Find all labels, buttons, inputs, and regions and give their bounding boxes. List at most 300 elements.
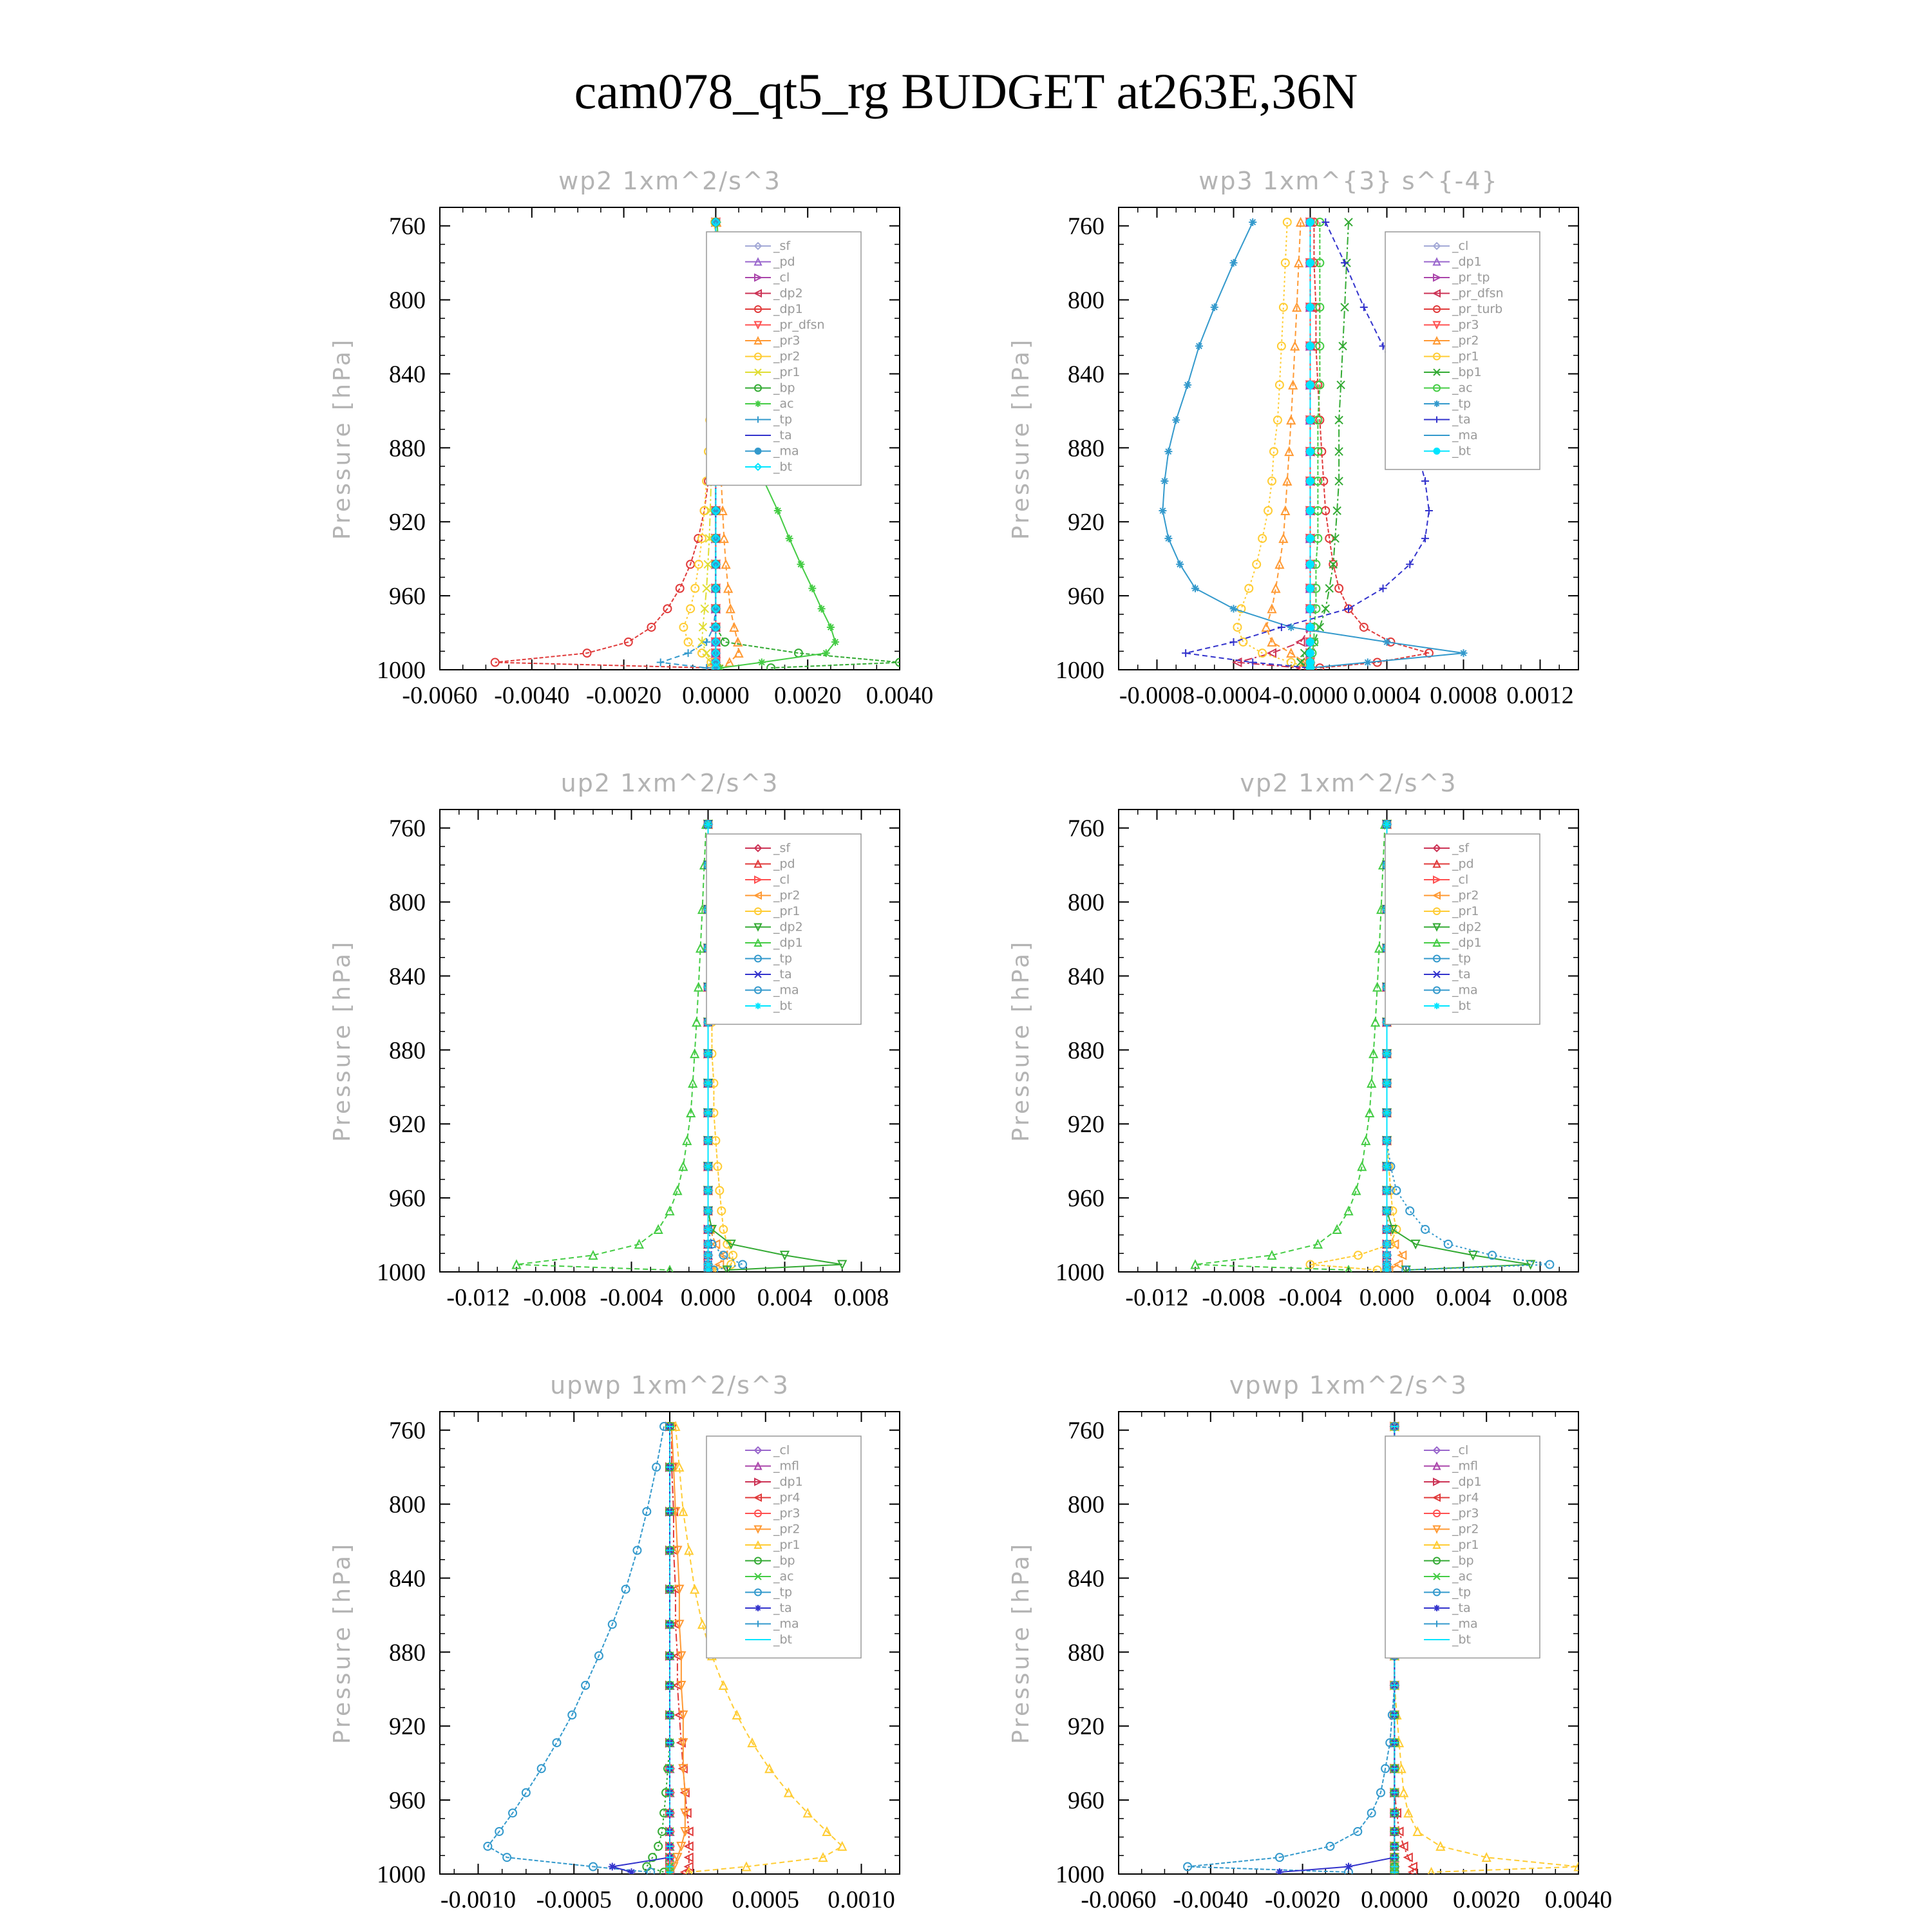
y-tick-label: 1000 [377,1259,426,1286]
data-point [1160,477,1168,485]
x-tick-label: -0.012 [446,1284,510,1311]
data-point [609,1863,616,1871]
legend-label: _pr1 [1452,1538,1479,1552]
legend-marker [755,401,761,407]
legend-label: _tp [773,412,793,427]
legend-label: _dp1 [1452,1475,1482,1489]
data-point [705,820,712,828]
y-tick-label: 880 [1068,435,1104,462]
data-point [735,649,743,657]
legend-label: _pd [1452,857,1474,871]
legend-label: _pr2 [773,888,800,903]
legend-marker [1434,401,1440,407]
x-tick-label: -0.0060 [1081,1886,1157,1913]
y-tick-label: 840 [1068,1565,1104,1593]
data-point [797,560,804,568]
y-axis-label: Pressure [hPa] [1008,939,1034,1142]
legend-label: _pd [773,857,795,871]
data-point [1307,649,1314,657]
y-tick-label: 760 [389,1417,426,1444]
x-tick-label: -0.0060 [402,682,478,709]
x-tick-label: 0.0008 [1430,682,1497,709]
data-point [705,1207,712,1215]
chart-panels [329,167,1612,1913]
x-tick-label: -0.004 [1278,1284,1342,1311]
legend-marker [755,448,761,455]
legend-label: _mfl [773,1459,799,1473]
y-tick-label: 920 [1068,1111,1104,1139]
legend-marker [1434,448,1440,455]
x-tick-label: -0.0020 [1265,1886,1341,1913]
y-tick-label: 800 [389,1491,426,1519]
legend [706,232,861,486]
data-point [703,585,710,592]
data-point [1307,342,1314,350]
data-point [1383,1251,1391,1259]
y-axis-label: Pressure [hPa] [1008,1541,1034,1745]
x-tick-label: 0.004 [1435,1284,1492,1311]
data-point [553,1739,560,1747]
x-tick-label: 0.0040 [866,682,934,709]
legend-label: _bt [773,999,793,1013]
data-point [582,1681,589,1689]
legend [706,834,861,1025]
x-tick-label: 0.0005 [732,1886,799,1913]
data-point [1307,623,1314,631]
legend-label: _ta [773,967,792,981]
y-tick-label: 760 [389,213,426,240]
legend-label: _ta [773,428,792,442]
data-point [1172,416,1180,424]
legend-label: _cl [1452,1443,1469,1457]
series-pr1 [1233,218,1314,672]
y-tick-label: 800 [389,287,426,314]
y-tick-label: 1000 [1056,657,1104,684]
legend-label: _cl [773,873,790,887]
figure-title: cam078_qt5_rg BUDGET at263E,36N [574,63,1358,119]
data-point [1230,259,1238,267]
legend-label: _ta [1452,412,1471,427]
legend-label: _ma [1452,983,1478,998]
legend-label: _bp [773,381,795,395]
data-point [1383,1079,1391,1087]
data-point [1352,1187,1360,1195]
legend-label: _pr3 [773,334,800,348]
legend-marker [755,1003,761,1009]
y-tick-label: 880 [389,435,426,462]
y-tick-label: 1000 [377,657,426,684]
data-point [1383,1240,1391,1248]
data-point [1414,1828,1421,1835]
data-point [1195,342,1203,350]
data-point [1383,1137,1391,1144]
legend-label: _ac [773,397,794,411]
panel-title: vp2 1xm^2/s^3 [1240,769,1457,797]
data-point [1297,638,1305,646]
data-point [693,1018,701,1026]
x-tick-label: -0.0008 [1119,682,1195,709]
data-point [1383,1109,1391,1117]
data-point [1392,1187,1400,1195]
panel-title: wp3 1xm^{3} s^{-4} [1198,167,1499,195]
data-point [1307,381,1314,389]
series-line [612,1426,670,1872]
legend [1385,232,1540,469]
legend-label: _bt [1452,999,1472,1013]
data-point [1321,605,1329,612]
legend-label: _pr_tp [1452,270,1490,285]
chart-panel-4 [1008,769,1578,1311]
data-point [633,1546,641,1554]
data-point [705,1187,712,1195]
chart-panel-5 [329,1371,900,1913]
data-point [1383,820,1391,828]
legend-label: _ta [773,1601,792,1615]
data-point [1307,535,1314,542]
series-line [1311,824,1397,1270]
legend-label: _pr_dfsn [1452,286,1504,301]
x-tick-label: 0.008 [833,1284,889,1311]
legend [1385,1436,1540,1658]
legend-label: _ac [1452,1569,1473,1584]
legend-label: _tp [1452,1585,1472,1600]
x-tick-label: 0.0000 [682,682,750,709]
data-point [1262,623,1270,631]
legend-label: _sf [773,239,791,253]
data-point [1211,303,1218,311]
data-point [1164,448,1172,455]
legend-label: _pr1 [773,904,800,918]
legend-marker [1434,1605,1440,1611]
legend-label: _pr4 [773,1490,800,1505]
y-tick-label: 760 [1068,1417,1104,1444]
legend-label: _pr3 [1452,1506,1479,1520]
y-tick-label: 920 [1068,509,1104,536]
legend-label: _pr3 [1452,317,1479,332]
data-point [1249,659,1256,667]
y-tick-label: 1000 [377,1861,426,1888]
data-point [622,1586,630,1593]
y-tick-label: 880 [1068,1037,1104,1065]
data-point [1307,638,1314,646]
legend-label: _ma [1452,428,1478,442]
legend-label: _tp [773,951,793,966]
series-line [516,824,706,1270]
legend-label: _dp1 [773,1475,803,1489]
data-point [1307,664,1314,672]
legend-label: _bt [773,1633,793,1647]
legend-marker [1434,1003,1440,1009]
legend-label: _ac [773,1569,794,1584]
legend-marker [755,1605,761,1611]
legend-label: _dp1 [773,936,803,950]
legend-label: _cl [1452,239,1469,253]
legend-label: _bt [773,460,793,474]
data-point [1307,477,1314,485]
x-tick-label: 0.0010 [828,1886,895,1913]
data-point [628,1868,636,1876]
data-point [1372,1018,1379,1026]
panel-title: vpwp 1xm^2/s^3 [1229,1371,1468,1399]
data-point [1383,1207,1391,1215]
x-tick-label: -0.008 [1202,1284,1265,1311]
data-point [1341,303,1349,311]
data-point [818,605,826,612]
legend-label: _cl [773,270,790,285]
x-tick-label: 0.0000 [1361,1886,1428,1913]
series-pr_dfsn [1233,218,1314,672]
legend-label: _dp1 [773,302,803,316]
y-tick-label: 840 [389,963,426,990]
series-dp1 [1191,820,1389,1274]
data-point [1307,585,1314,592]
data-point [1383,1187,1391,1195]
data-point [1345,1863,1352,1871]
data-point [831,638,839,646]
series-bp [643,1423,674,1876]
data-point [1287,623,1295,631]
legend-label: _ta [1452,1601,1471,1615]
data-point [1341,259,1349,267]
series-line [1188,1426,1394,1872]
series-line [1195,824,1385,1270]
y-tick-label: 760 [389,815,426,842]
legend-label: _dp2 [773,920,803,934]
x-tick-label: 0.004 [757,1284,813,1311]
data-point [1307,303,1314,311]
data-point [705,1266,712,1274]
series-line [488,1426,664,1872]
legend-label: _bp1 [1452,365,1482,379]
data-point [657,659,665,667]
panel-title: upwp 1xm^2/s^3 [550,1371,790,1399]
data-point [1164,535,1172,542]
data-point [774,507,782,515]
legend-label: _sf [773,841,791,855]
x-tick-label: -0.0040 [494,682,570,709]
x-tick-label: -0.0004 [1195,682,1272,709]
series-dp1 [491,218,720,672]
x-tick-label: -0.0010 [440,1886,516,1913]
legend [1385,834,1540,1025]
data-point [705,1079,712,1087]
legend-label: _dp1 [1452,936,1482,950]
y-tick-label: 960 [1068,1185,1104,1213]
x-tick-label: 0.000 [680,1284,736,1311]
y-tick-label: 800 [1068,287,1104,314]
y-tick-label: 880 [389,1037,426,1065]
x-tick-label: 0.0012 [1506,682,1574,709]
legend-label: _pr1 [773,365,800,379]
y-tick-label: 920 [389,1713,426,1741]
data-point [1421,535,1429,542]
series-ta [1276,1423,1398,1876]
series-ta [609,1423,674,1876]
x-tick-label: 0.0020 [773,682,842,709]
legend-label: _bp [773,1553,795,1568]
y-tick-label: 840 [389,361,426,388]
y-tick-label: 800 [389,889,426,916]
series-line [495,222,716,668]
data-point [1425,507,1433,515]
x-tick-label: 0.0004 [1353,682,1421,709]
data-point [1360,303,1368,311]
data-point [703,649,710,657]
data-point [1383,1050,1391,1057]
legend-label: _ac [1452,381,1473,395]
y-axis-label: Pressure [hPa] [329,337,355,540]
x-tick-label: 0.0020 [1452,1886,1520,1913]
x-tick-label: -0.0000 [1272,682,1349,709]
legend-label: _pr1 [1452,904,1479,918]
x-tick-label: 0.0000 [636,1886,704,1913]
legend-label: _pr1 [1452,349,1479,364]
legend-label: _bt [1452,444,1472,459]
y-axis-label: Pressure [hPa] [329,939,355,1142]
data-point [1307,605,1314,612]
y-tick-label: 1000 [1056,1259,1104,1286]
legend-label: _bp [1452,1553,1474,1568]
data-point [1159,507,1166,515]
y-tick-label: 1000 [1056,1861,1104,1888]
legend-label: _pr2 [1452,888,1479,903]
x-tick-label: -0.0005 [536,1886,612,1913]
legend-label: _ma [773,983,799,998]
series-tp [484,1423,668,1876]
data-point [1276,1868,1283,1876]
data-point [1460,649,1468,657]
data-point [685,649,692,657]
data-point [1184,381,1191,389]
panel-title: up2 1xm^2/s^3 [560,769,779,797]
data-point [808,585,816,592]
y-tick-label: 960 [389,583,426,611]
data-point [705,1240,712,1248]
series-line [1301,222,1349,668]
legend-label: _cl [773,1443,790,1457]
y-tick-label: 920 [389,509,426,536]
data-point [1191,585,1199,592]
data-point [766,1765,773,1772]
x-tick-label: -0.012 [1125,1284,1189,1311]
y-tick-label: 800 [1068,1491,1104,1519]
y-tick-label: 840 [389,1565,426,1593]
legend-label: _ma [773,444,799,459]
y-tick-label: 880 [389,1639,426,1667]
data-point [1383,1266,1391,1274]
data-point [705,1050,712,1057]
y-tick-label: 840 [1068,361,1104,388]
data-point [685,638,692,646]
y-tick-label: 960 [389,1787,426,1815]
data-point [705,1162,712,1170]
data-point [1287,416,1295,424]
legend-label: _pr2 [1452,334,1479,348]
legend-label: _pr4 [1452,1490,1479,1505]
data-point [676,585,684,592]
data-point [1307,416,1314,424]
x-tick-label: 0.008 [1512,1284,1568,1311]
legend-label: _bt [1452,1633,1472,1647]
chart-panel-3 [329,769,900,1311]
y-tick-label: 960 [389,1185,426,1213]
legend-label: _pr2 [1452,1522,1479,1537]
legend-label: _tp [1452,951,1472,966]
data-point [674,1187,681,1195]
x-tick-label: -0.008 [523,1284,587,1311]
data-point [1307,560,1314,568]
data-point [1176,560,1184,568]
data-point [1307,448,1314,455]
legend-label: _tp [773,1585,793,1600]
legend-label: _ma [773,1616,799,1631]
panel-title: wp2 1xm^2/s^3 [558,167,781,195]
data-point [1245,585,1253,592]
data-point [1182,649,1189,657]
data-point [1307,259,1314,267]
data-point [1307,218,1314,226]
legend-label: _dp1 [1452,254,1482,269]
legend-label: _pr1 [773,1538,800,1552]
data-point [699,1620,706,1628]
y-tick-label: 960 [1068,1787,1104,1815]
data-point [1406,1207,1414,1215]
y-tick-label: 760 [1068,213,1104,240]
series-bp1 [1297,218,1352,672]
data-point [1383,1226,1391,1233]
y-tick-label: 880 [1068,1639,1104,1667]
x-tick-label: -0.0020 [586,682,662,709]
y-tick-label: 920 [1068,1713,1104,1741]
legend-label: _sf [1452,841,1470,855]
data-point [758,659,766,667]
x-tick-label: -0.004 [600,1284,663,1311]
data-point [643,1863,650,1871]
series-pr2 [1262,218,1314,672]
y-tick-label: 760 [1068,815,1104,842]
series-line [1266,222,1310,668]
data-point [1364,659,1372,667]
x-tick-label: -0.0040 [1173,1886,1249,1913]
y-tick-label: 800 [1068,889,1104,916]
data-point [705,1137,712,1144]
chart-panel-6 [1008,1371,1612,1913]
data-point [705,1251,712,1259]
legend-label: _dp2 [1452,920,1482,934]
data-point [705,1226,712,1233]
legend-label: _pr2 [773,349,800,364]
y-tick-label: 920 [389,1111,426,1139]
data-point [1421,477,1429,485]
series-line [647,1426,670,1872]
series-dp1 [513,820,710,1274]
legend-label: _pr_dfsn [773,317,825,332]
data-point [827,623,835,631]
series-bt [1307,218,1314,672]
data-point [1249,218,1256,226]
chart-panel-1 [329,167,933,709]
legend-label: _pd [773,254,795,269]
chart-panel-2 [1008,167,1578,709]
legend-label: _cl [1452,873,1469,887]
data-point [1383,1162,1391,1170]
y-axis-label: Pressure [hPa] [1008,337,1034,540]
data-point [705,1109,712,1117]
y-tick-label: 840 [1068,963,1104,990]
legend-label: _pr_turb [1452,302,1503,316]
data-point [1230,638,1238,646]
data-point [1230,605,1238,612]
